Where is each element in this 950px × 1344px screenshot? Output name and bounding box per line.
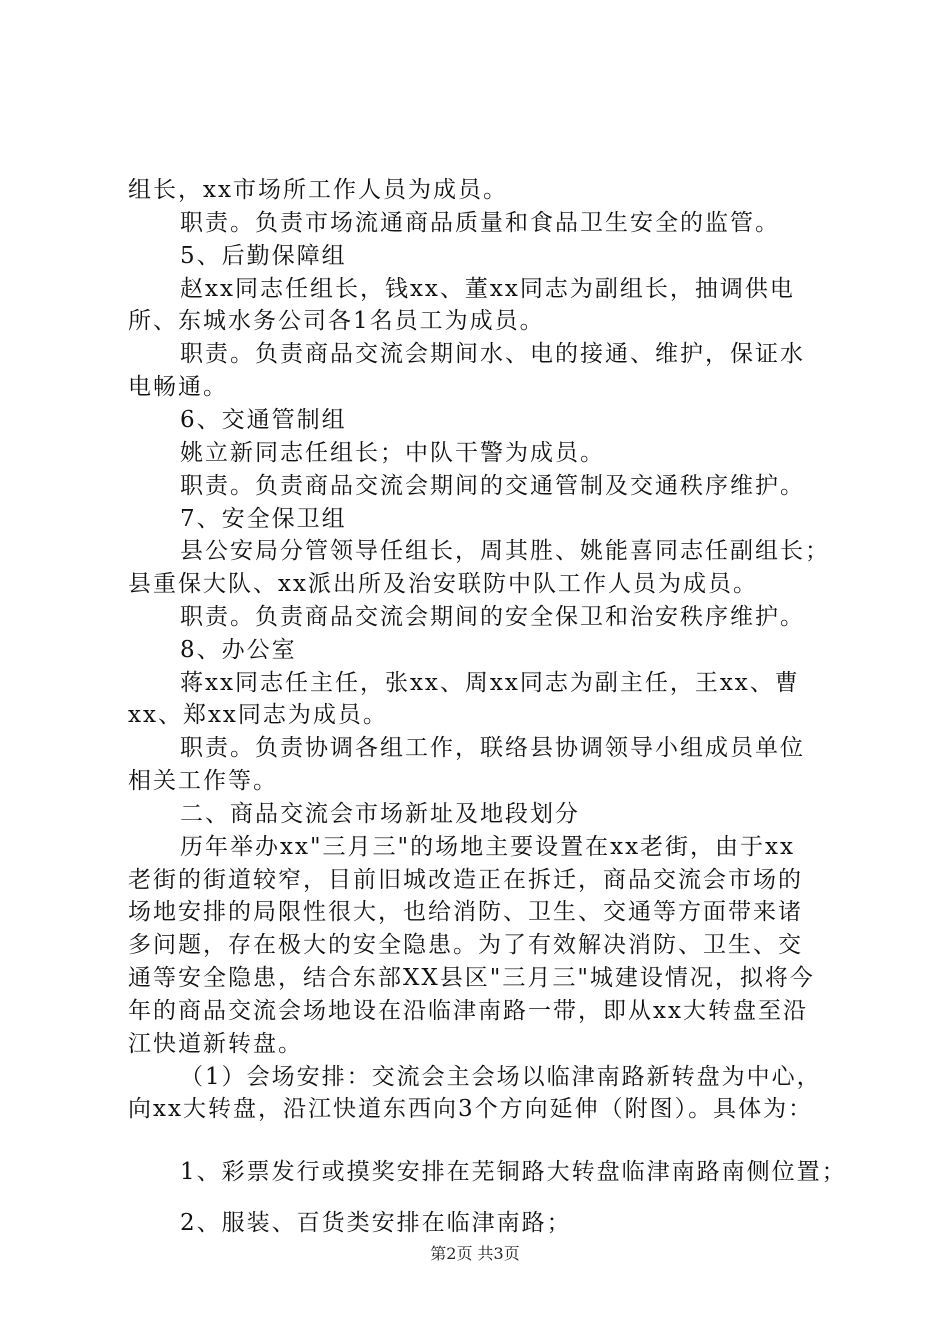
paragraph-line: 向xx大转盘，沿江快道东西向3个方向延伸（附图）。具体为： <box>128 1096 814 1122</box>
paragraph-line: 赵xx同志任组长，钱xx、董xx同志为副组长，抽调供电 <box>180 276 795 302</box>
paragraph-line: 电畅通。 <box>128 374 228 400</box>
paragraph-line: 县重保大队、xx派出所及治安联防中队工作人员为成员。 <box>128 571 758 597</box>
paragraph-line: 通等安全隐患，结合东部XX县区"三月三"城建设情况，拟将今 <box>128 965 815 991</box>
paragraph-line: 县公安局分管领导任组长，周其胜、姚能喜同志任副组长； <box>180 538 830 564</box>
paragraph-line: 职责。负责商品交流会期间的交通管制及交通秩序维护。 <box>180 473 805 499</box>
paragraph-line: 场地安排的局限性很大，也给消防、卫生、交通等方面带来诸 <box>128 899 803 925</box>
page-footer: 第2页 共3页 <box>430 1244 520 1263</box>
paragraph-line: 多问题，存在极大的安全隐患。为了有效解决消防、卫生、交 <box>128 932 803 958</box>
section-heading: 二、商品交流会市场新址及地段划分 <box>180 801 580 827</box>
paragraph-line: 相关工作等。 <box>128 768 278 794</box>
paragraph-line: 职责。负责商品交流会期间的安全保卫和治安秩序维护。 <box>180 604 805 630</box>
section-heading: 8、办公室 <box>180 637 297 663</box>
paragraph-line: 江快道新转盘。 <box>128 1031 303 1057</box>
paragraph-line: 职责。负责协调各组工作，联络县协调领导小组成员单位 <box>180 735 805 761</box>
paragraph-line: （1）会场安排：交流会主会场以临津南路新转盘为中心， <box>180 1064 822 1090</box>
paragraph-line: 职责。负责商品交流会期间水、电的接通、维护，保证水 <box>180 341 805 367</box>
list-item: 2、服装、百货类安排在临津南路； <box>180 1210 572 1236</box>
paragraph-line: 所、东城水务公司各1名员工为成员。 <box>128 308 545 334</box>
paragraph-line: 老街的街道较窄，目前旧城改造正在拆迁，商品交流会市场的 <box>128 867 803 893</box>
list-item: 1、彩票发行或摸奖安排在芜铜路大转盘临津南路南侧位置； <box>180 1159 847 1185</box>
paragraph-line: 历年举办xx"三月三"的场地主要设置在xx老街，由于xx <box>180 834 795 860</box>
paragraph-line: 组长，xx市场所工作人员为成员。 <box>128 177 508 203</box>
section-heading: 6、交通管制组 <box>180 407 347 433</box>
paragraph-line: 年的商品交流会场地设在沿临津南路一带，即从xx大转盘至沿 <box>128 998 808 1024</box>
section-heading: 5、后勤保障组 <box>180 243 347 269</box>
paragraph-line: xx、郑xx同志为成员。 <box>128 702 388 728</box>
paragraph-line: 姚立新同志任组长；中队干警为成员。 <box>180 440 605 466</box>
paragraph-line: 蒋xx同志任主任，张xx、周xx同志为副主任，王xx、曹 <box>180 670 800 696</box>
paragraph-line: 职责。负责市场流通商品质量和食品卫生安全的监管。 <box>180 210 780 236</box>
section-heading: 7、安全保卫组 <box>180 506 347 532</box>
